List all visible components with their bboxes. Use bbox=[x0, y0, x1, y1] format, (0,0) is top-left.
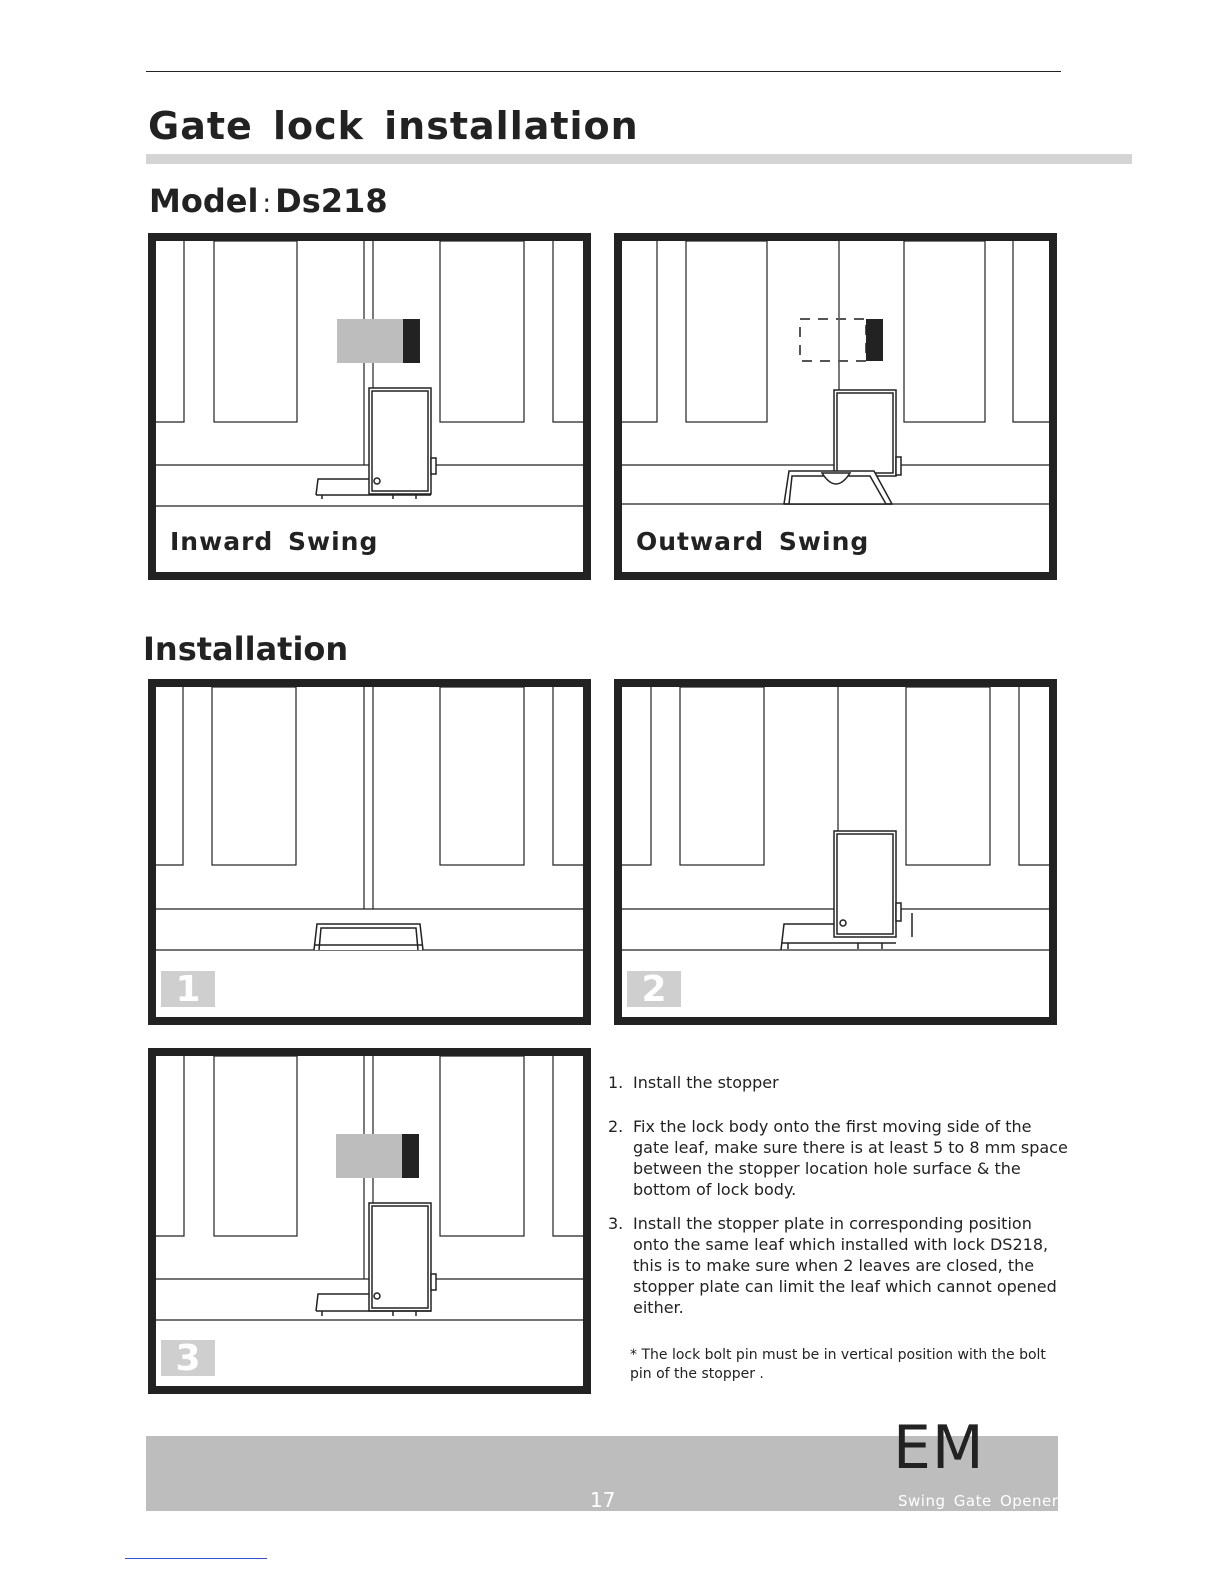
instruction-list bbox=[608, 1072, 1068, 1331]
page-title: Gate lock installation bbox=[148, 104, 639, 148]
top-rule bbox=[146, 71, 1061, 72]
instruction-number: 1. bbox=[608, 1073, 624, 1092]
outward-swing-panel bbox=[614, 233, 1057, 580]
brand-tagline: Swing Gate Opener bbox=[898, 1492, 1059, 1510]
stopper-plate-icon bbox=[337, 319, 405, 363]
instruction-item bbox=[608, 1213, 1068, 1318]
instruction-item bbox=[608, 1072, 1068, 1093]
brand-logo: EM bbox=[893, 1413, 985, 1483]
instruction-item bbox=[608, 1116, 1068, 1200]
installation-step-1-panel bbox=[148, 679, 591, 1025]
model-heading bbox=[149, 182, 388, 220]
step-3-badge: 3 bbox=[161, 1340, 215, 1376]
instruction-number: 3. bbox=[608, 1214, 624, 1233]
stopper-plate-icon bbox=[336, 1134, 404, 1178]
page-number: 17 bbox=[590, 1488, 616, 1512]
corner-link-underline bbox=[125, 1558, 267, 1559]
title-underline-bar bbox=[146, 154, 1132, 164]
installation-heading: Installation bbox=[143, 630, 349, 668]
inward-swing-panel bbox=[148, 233, 591, 580]
stopper-base-icon bbox=[314, 924, 423, 950]
model-label: Model bbox=[149, 182, 259, 220]
installation-step-3-panel bbox=[148, 1048, 591, 1394]
outward-swing-label: Outward Swing bbox=[636, 527, 870, 556]
instruction-text: Install the stopper plate in corresponding position onto the same leaf which installed with lock DS218, this is to make sure when 2 leaves are closed, the stopper plate can limit the leaf which cannot opened either. bbox=[633, 1214, 1057, 1317]
step-2-badge: 2 bbox=[627, 971, 681, 1007]
step-1-badge: 1 bbox=[161, 971, 215, 1007]
instruction-number: 2. bbox=[608, 1117, 624, 1136]
model-value: Ds218 bbox=[275, 182, 388, 220]
instruction-text: Fix the lock body onto the first moving side of the gate leaf, make sure there is at least 5 to 8 mm space between the stopper location hole surface & the bottom of lock body. bbox=[633, 1117, 1068, 1199]
installation-note: * The lock bolt pin must be in vertical position with the bolt pin of the stopper . bbox=[630, 1347, 1046, 1382]
model-separator: : bbox=[262, 189, 272, 219]
instruction-text: Install the stopper bbox=[633, 1073, 779, 1092]
installation-step-2-panel bbox=[614, 679, 1057, 1025]
inward-swing-label: Inward Swing bbox=[170, 527, 379, 556]
